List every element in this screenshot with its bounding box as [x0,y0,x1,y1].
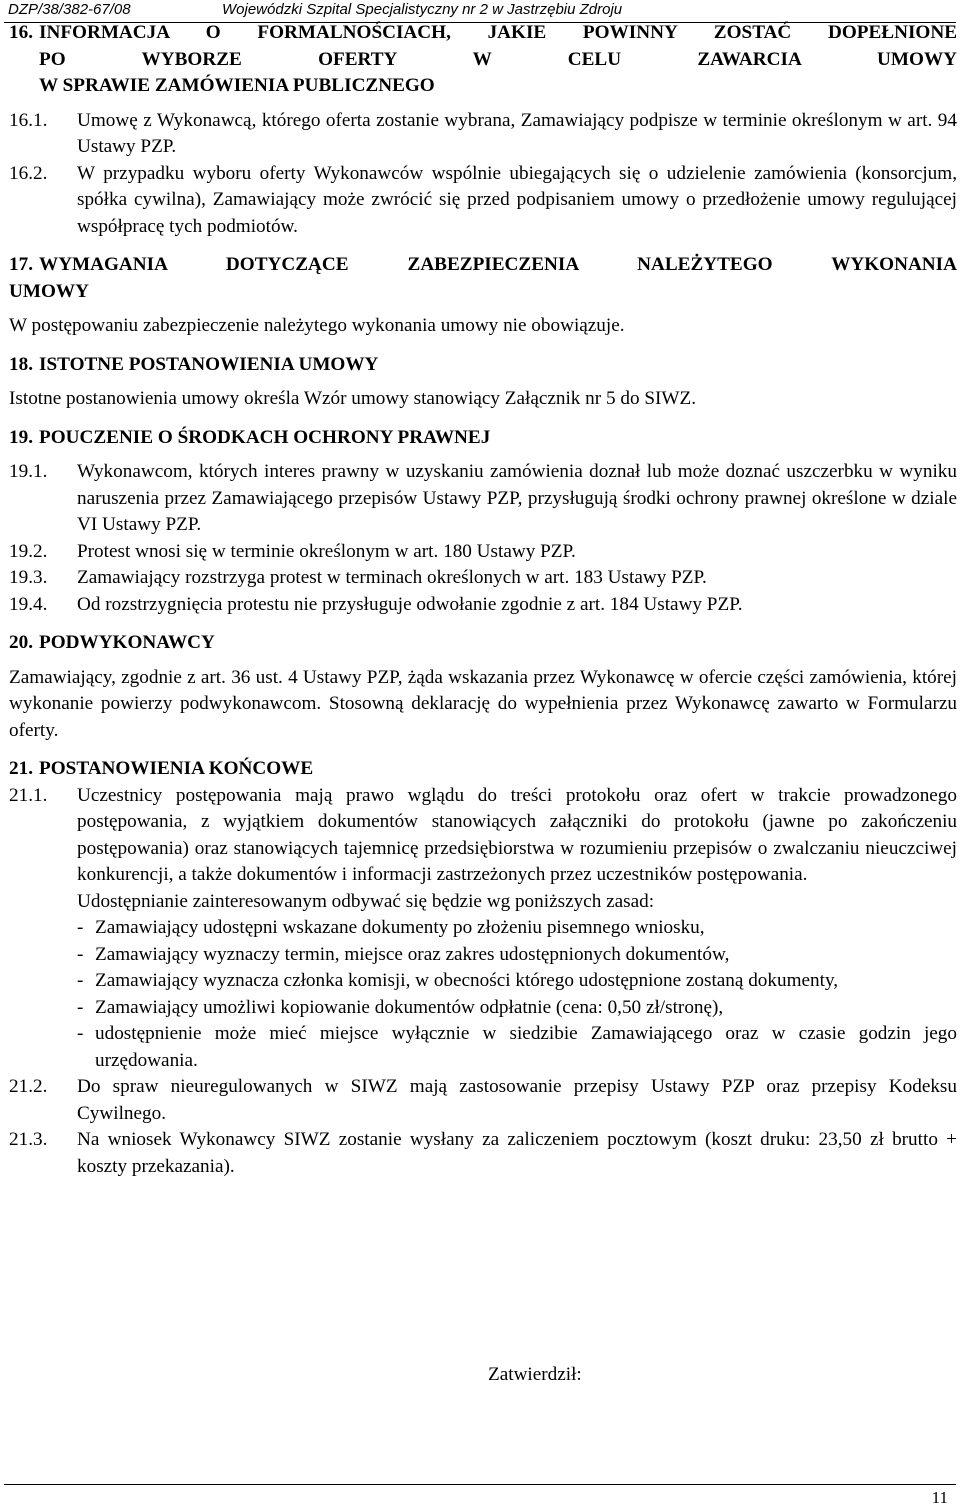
item-21-2: 21.2. Do spraw nieuregulowanych w SIWZ mają zastosowanie przepisy Ustawy PZP oraz przepisy Kodeksu Cywilnego. [9,1076,957,1124]
access-rule-2: - Zamawiający wyznaczy termin, miejsce oraz zakres udostępnionych dokumentów, [77,943,730,965]
access-rule-3: - Zamawiający wyznacza członka komisji, w obecności którego udostępnione zostaną dokumenty, [77,970,839,991]
section-20-heading: 20. PODWYKONAWCY [9,632,215,653]
access-rule-1: - Zamawiający udostępni wskazane dokumenty po złożeniu pisemnego wniosku, [77,917,705,938]
section-20-text: Zamawiający, zgodnie z art. 36 ust. 4 Ustawy PZP, żąda wskazania przez Wykonawcę w ofercie części zamówienia, której wykonanie powierzy podwykonawcom. Stosowną deklarację do wypełnienia przez Wykonawcę zawarto w Formularzu oferty. [9,666,957,741]
section-21-heading: 21. POSTANOWIENIA KOŃCOWE [9,758,314,779]
page-number: 11 [931,1488,948,1507]
institution-name: Wojewódzki Szpital Specjalistyczny nr 2 w Jastrzębiu Zdroju [222,1,623,18]
section-17-text: W postępowaniu zabezpieczenie należytego wykonania umowy nie obowiązuje. [9,315,625,336]
item-19-4: 19.4. Od rozstrzygnięcia protestu nie przysługuje odwołanie zgodnie z art. 184 Ustawy PZP. [9,593,743,615]
footer-rule [4,1484,956,1485]
section-18-heading: 18. ISTOTNE POSTANOWIENIA UMOWY [9,353,379,375]
document-code: DZP/38/382-67/08 [8,1,131,18]
item-19-1: 19.1. Wykonawcom, których interes prawny w uzyskaniu zamówienia doznał lub może doznać uszczerbku w wyniku naruszenia przez Zamawiającego przepisów Ustawy PZP, przysługują środki ochrony prawnej określone w dziale VI Ustawy PZP. [9,461,957,535]
item-21-1: 21.1. Uczestnicy postępowania mają prawo wglądu do treści protokołu oraz ofert w trakcie prowadzonego postępowania, z wyjątkiem dokumentów stanowiących załączniki do protokołu (jawne po zakończeniu postępowania) oraz stanowiących tajemnicę przedsiębiorstwa w rozumieniu przepisów o zwalczaniu nieuczciwej konkurencji, a także dokumentów i informacji zastrzeżonych przez uczestników postępowania. [9,784,957,885]
section-17-heading: 17. WYMAGANIA DOTYCZĄCE ZABEZPIECZENIA NALEŻYTEGO WYKONANIA [9,254,957,275]
item-19-2: 19.2. Protest wnosi się w terminie określonym w art. 180 Ustawy PZP. [9,540,576,562]
section-19-heading: 19. POUCZENIE O ŚRODKACH OCHRONY PRAWNEJ [9,426,491,448]
section-16-heading: 16. INFORMACJA O FORMALNOŚCIACH, JAKIE POWINNY ZOSTAĆ DOPEŁNIONE PO WYBORZE OFERTY W CELU ZAWARCIA UMOWY W SPRAWIE ZAMÓWIENIA PUBLICZNEGO [9,22,957,96]
document-body [9,20,957,1180]
section-17-heading-cont: UMOWY [9,280,89,302]
item-19-3: 19.3. Zamawiający rozstrzyga protest w terminach określonych w art. 183 Ustawy PZP. [9,567,707,588]
item-16-1: 16.1. Umowę z Wykonawcą, którego oferta zostanie wybrana, Zamawiający podpisze w terminie określonym w art. 94 Ustawy PZP. [9,109,957,157]
item-16-2: 16.2. W przypadku wyboru oferty Wykonawców wspólnie ubiegających się o udzielenie zamówienia (konsorcjum, spółka cywilna), Zamawiający może zwrócić się przed podpisaniem umowy o przedłożenie umowy regulującej współpracę tych podmiotów. [9,162,957,237]
approved-by-label: Zatwierdził: [488,1364,582,1385]
section-18-text: Istotne postanowienia umowy określa Wzór umowy stanowiący Załącznik nr 5 do SIWZ. [9,388,697,409]
access-intro: Udostępnianie zainteresowanym odbywać się będzie wg poniższych zasad: [77,890,655,912]
access-rule-5: - udostępnienie może mieć miejsce wyłącznie w siedzibie Zamawiającego oraz w czasie godzin jego urzędowania. [77,1023,957,1071]
item-21-3: 21.3. Na wniosek Wykonawcy SIWZ zostanie wysłany za zaliczeniem pocztowym (koszt druku: 23,50 zł brutto + koszty przekazania). [9,1129,957,1177]
access-rule-4: - Zamawiający umożliwi kopiowanie dokumentów odpłatnie (cena: 0,50 zł/stronę), [77,996,724,1018]
